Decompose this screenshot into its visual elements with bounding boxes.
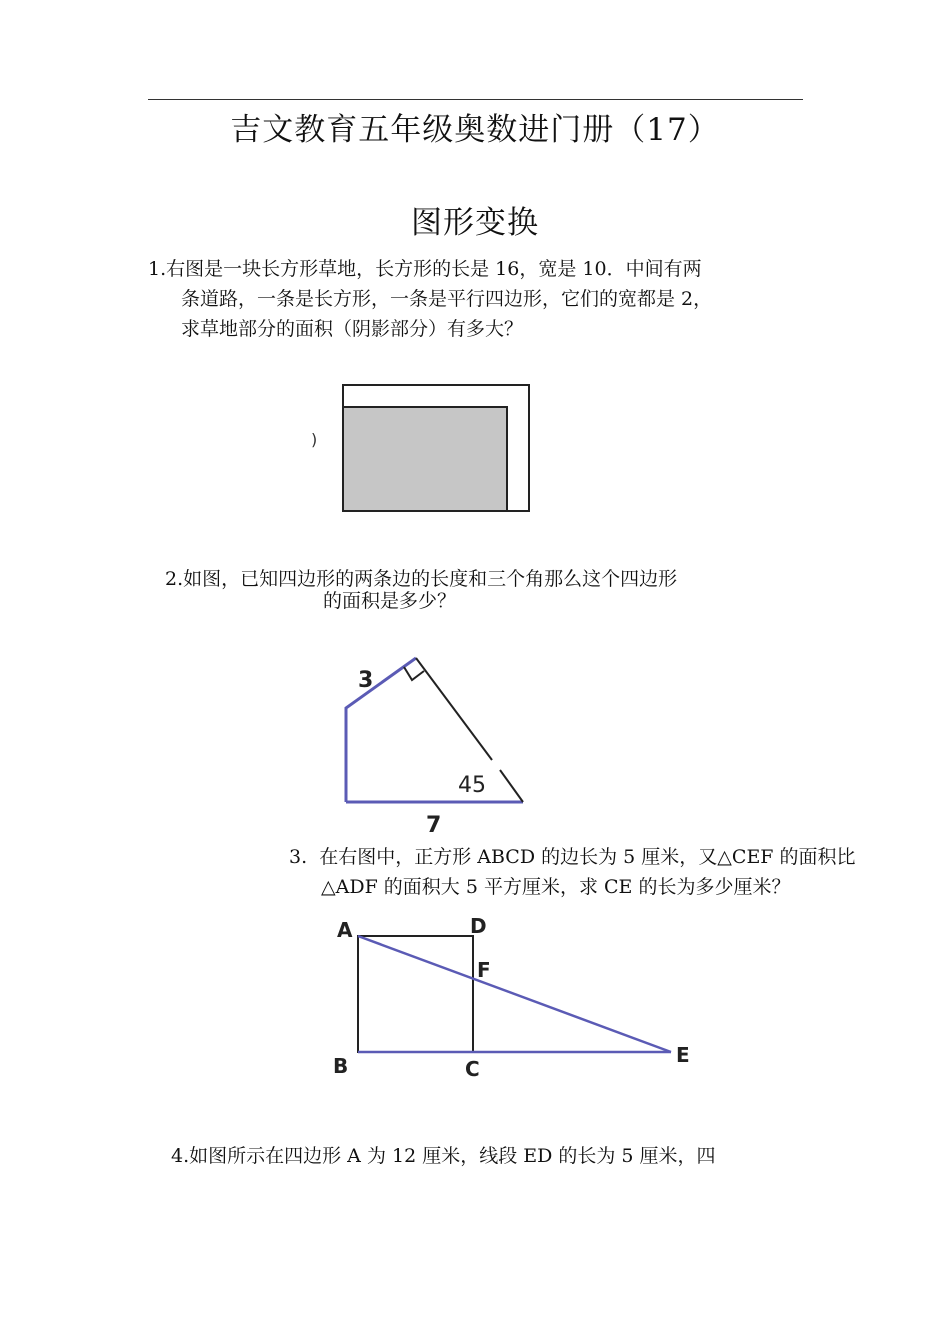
right-angle-mark [404, 667, 424, 680]
section-title: 图形变换 [411, 205, 539, 241]
problem-2-line-1: 2.如图，已知四边形的两条边的长度和三个角那么这个四边形 [165, 568, 678, 590]
page-title: 吉文教育五年级奥数进门册（17） [230, 112, 720, 148]
square-abcd [358, 936, 473, 1052]
quad-slant-lower [500, 770, 523, 802]
problem-2-line-2: 的面积是多少？ [323, 590, 457, 612]
problem-2-figure [330, 650, 540, 840]
label-a: A [337, 918, 353, 942]
figure-1-edge-mark: ) [311, 430, 318, 449]
segment-ae [358, 936, 671, 1052]
quad-left-sides [346, 658, 416, 802]
label-c: C [465, 1057, 480, 1081]
side-label-7: 7 [426, 813, 442, 838]
header-rule [148, 99, 803, 100]
quad-slant-upper [416, 658, 492, 760]
problem-1-line-2: 条道路，一条是长方形，一条是平行四边形，它们的宽都是 2， [181, 288, 713, 310]
problem-3-line-1: 3. 在右图中，正方形 ABCD 的边长为 5 厘米，又△CEF 的面积比 [289, 846, 856, 868]
problem-4-line-1: 4.如图所示在四边形 A 为 12 厘米，线段 ED 的长为 5 厘米，四 [171, 1145, 716, 1167]
problem-1-figure [300, 375, 540, 520]
label-e: E [676, 1043, 690, 1067]
label-b: B [333, 1054, 349, 1078]
problem-3-figure [325, 905, 705, 1085]
problem-1-line-1: 1.右图是一块长方形草地，长方形的长是 16，宽是 10．中间有两 [148, 258, 702, 280]
label-d: D [470, 914, 487, 938]
angle-label-45: 45 [458, 773, 486, 798]
problem-1-line-3: 求草地部分的面积（阴影部分）有多大？ [181, 318, 524, 340]
grass-shaded-region [343, 407, 507, 511]
label-f: F [477, 958, 491, 982]
problem-3-line-2: △ADF 的面积大 5 平方厘米，求 CE 的长为多少厘米？ [321, 876, 791, 898]
side-label-3: 3 [358, 668, 374, 693]
